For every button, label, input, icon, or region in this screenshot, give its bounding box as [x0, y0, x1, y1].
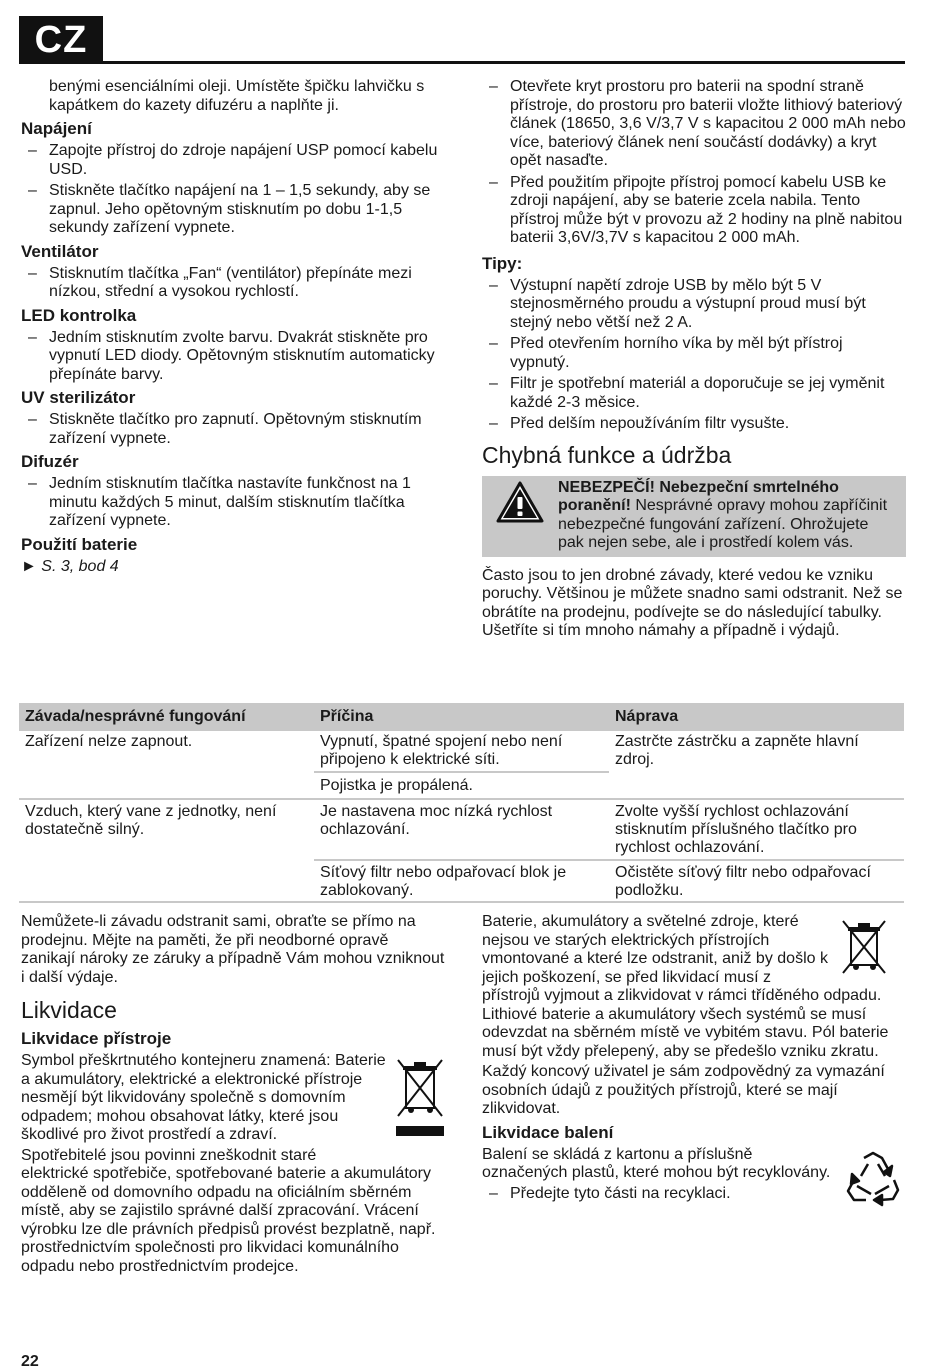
list-item: – Zapojte přístroj do zdroje napájení USP pomocí kabelu USD.: [21, 142, 446, 179]
table-cell: Očistěte síťový filtr nebo odpařovací podložku.: [615, 864, 871, 899]
uv-list: [21, 411, 446, 448]
likvidace-pristroje-heading: Likvidace přístroje: [21, 1029, 172, 1048]
left-column: [21, 78, 446, 578]
list-item: – Filtr je spotřební materiál a doporučuje se jej vyměnit každé 2-3 měsice.: [482, 375, 906, 412]
arrow-right-icon: ►: [21, 557, 37, 575]
table-cell: Pojistka je propálená.: [314, 772, 609, 799]
crossed-bin-icon: [394, 1054, 446, 1146]
battery-list: [482, 78, 906, 248]
table-cell: Síťový filtr nebo odpařovací blok je zablokovaný.: [320, 864, 567, 899]
table-cell: Zařízení nelze zapnout.: [19, 731, 314, 799]
packaging-paragraph: Balení se skládá z kartonu a příslušně označených plastů, které mohou být recyklovány.: [482, 1145, 831, 1181]
list-item: – Výstupní napětí zdroje USB by mělo být 5 V stejnosměrného proudu a výstupní proud musí být stejný nebo větší než 2 A.: [482, 277, 906, 333]
table-cell: Vzduch, který vane z jednotky, není dostatečně silný.: [25, 803, 277, 838]
table-bottom-rule: [19, 901, 904, 903]
battery-removal-paragraph: Baterie, akumulátory a světelné zdroje, které nejsou ve starých elektrických přístrojích vmontované a které lze odstranit, aniž by došlo k jejich poškození, se před likvidací musí z přístrojů vyjmout a zlikvidovat v rámci tříděného odpadu. Lithiové baterie a akumulátory všech systémů se musí odevzdat na sběrném místě ve vybitém stavu. Pól baterie musí být vždy přelepený, aby se předešlo vzniku zkratu.: [482, 913, 889, 1060]
table-header-fault: Závada/nesprávné fungování: [19, 703, 314, 731]
table-header-cause: Příčina: [314, 703, 609, 731]
likvidace-baleni-heading: Likvidace balení: [482, 1122, 614, 1142]
list-item: – Stiskněte tlačítko napájení na 1 – 1,5 sekundy, aby se zapnul. Jeho opětovným stisknutím po dobu 1-1,5 sekundy zařízení vypnete.: [21, 182, 446, 238]
uv-heading: UV sterilizátor: [21, 388, 136, 407]
warranty-paragraph: Nemůžete-li závadu odstranit sami, obraťte se přímo na prodejnu. Mějte na paměti, že při neodborné opravě zanikají nároky ze záruky a případně Vám mohou vzniknout i další výdaje.: [21, 913, 445, 986]
likvidace-heading: Likvidace: [21, 997, 117, 1023]
table-header-row: [19, 703, 904, 731]
list-item: – Otevřete kryt prostoru pro baterii na spodní straně přístroje, do prostoru pro baterii vložte lithiový bateriový článek (18650, 3,6 V/3,7 V s kapacitou 2 000 mAh nebo více, bateriový článek není součástí dodávky) a kryt opět nasaďte.: [482, 78, 906, 171]
list-item: – Jedním stisknutím zvolte barvu. Dvakrát stiskněte pro vypnutí LED diody. Opětovným stisknutím automaticky přepínáte barvy.: [21, 329, 446, 385]
header-rule: [19, 61, 905, 64]
baterie-heading: Použití baterie: [21, 534, 138, 554]
warning-icon: [490, 479, 550, 553]
ventilator-heading: Ventilátor: [21, 241, 99, 261]
weee-paragraph: Symbol přeškrtnutého kontejneru znamená: Baterie a akumulátory, elektrické a elektronické přístroje nesmějí být likvidovány společně s domovním odpadem; mohou obsahovat látky, které jsou škodlivé pro život prostředí a zdraví.: [21, 1052, 386, 1143]
right-column: [482, 78, 906, 643]
danger-body-text: Nesprávné opravy mohou zapříčinit nebezpečné fungování zařízení. Ohrožujete pak nejen sebe, ale i prostředí kolem vás.: [558, 497, 888, 551]
disposal-right-column: [482, 913, 906, 1219]
language-badge: CZ: [19, 16, 103, 64]
difuzer-list: [21, 475, 446, 531]
led-heading: LED kontrolka: [21, 305, 137, 325]
ventilator-list: [21, 265, 446, 302]
disposal-left-column: [21, 913, 446, 1278]
list-item: – Před delším nepoužíváním filtr vysušte.: [482, 415, 906, 434]
list-item: – Před otevřením horního víka by měl být přístroj vypnutý.: [482, 335, 906, 372]
led-list: [21, 329, 446, 385]
table-cell: Je nastavena moc nízká rychlost ochlazování.: [314, 799, 609, 860]
troubleshooting-table: [19, 703, 904, 902]
reference-text: S. 3, bod 4: [41, 557, 119, 575]
weee-block: [21, 1052, 446, 1145]
recycle-icon: [842, 1150, 904, 1216]
table-header-fix: Náprava: [609, 703, 904, 731]
list-item: – Stiskněte tlačítko pro zapnutí. Opětovným stisknutím zařízení vypnete.: [21, 411, 446, 448]
list-item: – Stisknutím tlačítka „Fan“ (ventilátor) přepínáte mezi nízkou, střední a vysokou rychlostí.: [21, 265, 446, 302]
table-cell: Zastrčte zástrčku a zapněte hlavní zdroj.: [609, 731, 904, 799]
tipy-list: [482, 277, 906, 434]
table-cell: Vypnutí, špatné spojení nebo není připojeno k elektrické síti.: [314, 731, 609, 772]
difuzer-heading: Difuzér: [21, 452, 79, 471]
table-cell: Zvolte vyšší rychlost ochlazování stisknutím příslušného tlačítko pro rychlost ochlazování.: [609, 799, 904, 860]
danger-text: [550, 479, 898, 553]
packaging-list: [482, 1185, 906, 1204]
data-deletion-paragraph: Každý koncový uživatel je sám zodpovědný za vymazání osobních údajů z použitých přístrojů, které se mají zlikvidovat.: [482, 1063, 885, 1117]
list-item: – Předejte tyto části na recyklaci.: [482, 1185, 906, 1204]
intro-text: benými esenciálními oleji. Umístěte špičku lahvičku s kapátkem do kazety difuzéru a naplňte ji.: [49, 78, 425, 114]
napajeni-heading: Napájení: [21, 119, 92, 138]
table-row: [19, 731, 904, 772]
chybna-funkce-heading: Chybná funkce a údržba: [482, 441, 732, 468]
list-item: – Před použitím připojte přístroj pomocí kabelu USB ke zdroji napájení, aby se baterie zcela nabila. Tento přístroj může být v provozu až 2 hodiny na plně nabitou baterii 3,6V/3,7V s kapacitou 2 000 mAh.: [482, 174, 906, 248]
list-item: – Jedním stisknutím tlačítka nastavíte funkčnost na 1 minutu každých 5 minut, dalším stisknutím tlačítka zařízení vypnete.: [21, 475, 446, 531]
table-row: [19, 799, 904, 860]
consumer-paragraph: Spotřebitelé jsou povinni zneškodnit staré elektrické spotřebiče, spotřebované baterie a akumulátory odděleně od domovního odpadu na oficiálním sběrném místě, aby se zajistilo správné další zpracování. Vrácení výrobku lze dle právních předpisů provést bezplatně, např. prostřednictvím společnosti pro likvidaci komunálního odpadu nebo prostřednictvím prodejce.: [21, 1146, 436, 1275]
tipy-heading: Tipy:: [482, 253, 523, 273]
napajeni-list: [21, 142, 446, 238]
chybna-paragraph: Často jsou to jen drobné závady, které vedou ke vzniku poruchy. Většinou je můžete snadno sami odstranit. Než se obrátíte na prodejnu, podívejte se do následující tabulky. Ušetříte si tím mnoho námahy a případně i výdajů.: [482, 566, 903, 639]
crossed-bin-small-icon: [840, 917, 888, 981]
danger-bold-text: NEBEZPEČÍ! Nebezpeční smrtelného poranění!: [558, 478, 839, 514]
page-reference: [21, 558, 446, 577]
page-number: 22: [21, 1353, 39, 1370]
danger-notice: [482, 476, 906, 557]
